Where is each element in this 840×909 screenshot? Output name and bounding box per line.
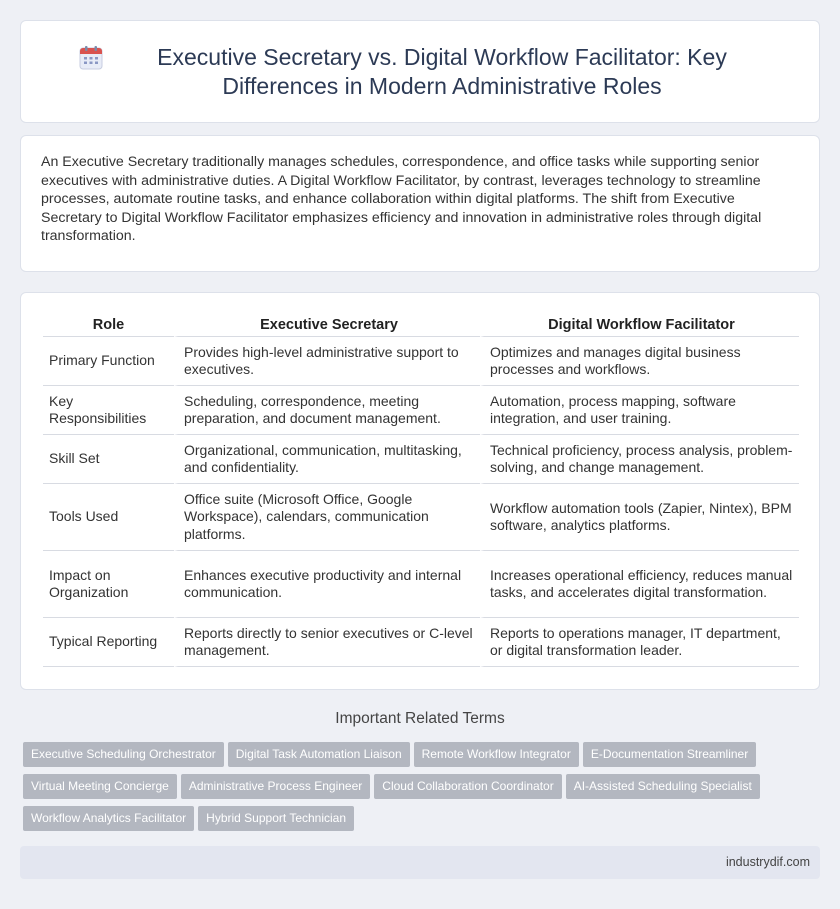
related-term-tag[interactable]: Digital Task Automation Liaison: [228, 742, 410, 767]
related-term-tag[interactable]: Cloud Collaboration Coordinator: [374, 774, 561, 799]
related-term-tag[interactable]: Hybrid Support Technician: [198, 806, 354, 831]
row-label: Tools Used: [43, 484, 174, 551]
comparison-table: [43, 313, 799, 667]
header-digital-workflow-facilitator: Digital Workflow Facilitator: [480, 313, 799, 337]
header-executive-secretary: Executive Secretary: [174, 313, 480, 337]
intro-card: [20, 135, 820, 272]
table-cell: Reports directly to senior executives or C-level management.: [174, 618, 480, 667]
related-term-tag[interactable]: Virtual Meeting Concierge: [23, 774, 177, 799]
table-row: [43, 386, 799, 435]
row-label: Impact on Organization: [43, 551, 174, 618]
row-label: Skill Set: [43, 435, 174, 484]
table-row: [43, 551, 799, 618]
table-cell: Automation, process mapping, software integration, and user training.: [480, 386, 799, 435]
row-label: Typical Reporting: [43, 618, 174, 667]
table-cell: Technical proficiency, process analysis, problem-solving, and change management.: [480, 435, 799, 484]
calendar-icon: [78, 45, 104, 71]
table-row: [43, 618, 799, 667]
related-terms-list: [23, 742, 813, 838]
table-cell: Scheduling, correspondence, meeting preparation, and document management.: [174, 386, 480, 435]
table-cell: Increases operational efficiency, reduces manual tasks, and accelerates digital transformation.: [480, 551, 799, 618]
row-label: Primary Function: [43, 337, 174, 386]
table-row: [43, 484, 799, 551]
intro-paragraph: An Executive Secretary traditionally manages schedules, correspondence, and office tasks while supporting senior executives with administrative duties. A Digital Workflow Facilitator, by contrast, leverages technology to streamline processes, automate routine tasks, and enhance collaboration within digital platforms. The shift from Executive Secretary to Digital Workflow Facilitator emphasizes efficiency and innovation in administrative roles through digital transformation.: [41, 154, 762, 245]
table-cell: Optimizes and manages digital business processes and workflows.: [480, 337, 799, 386]
table-header-row: [43, 313, 799, 337]
table-cell: Organizational, communication, multitasking, and confidentiality.: [174, 435, 480, 484]
table-cell: Reports to operations manager, IT department, or digital transformation leader.: [480, 618, 799, 667]
related-term-tag[interactable]: Administrative Process Engineer: [181, 774, 370, 799]
table-cell: Office suite (Microsoft Office, Google Workspace), calendars, communication platforms.: [174, 484, 480, 551]
related-term-tag[interactable]: E-Documentation Streamliner: [583, 742, 756, 767]
row-label: Key Responsibilities: [43, 386, 174, 435]
table-row: [43, 337, 799, 386]
footer-site-link[interactable]: industrydif.com: [725, 855, 810, 869]
table-row: [43, 435, 799, 484]
header-role: Role: [43, 313, 174, 337]
page-title: Executive Secretary vs. Digital Workflow Facilitator: Key Differences in Modern Administrative Roles: [157, 43, 727, 99]
table-cell: Enhances executive productivity and internal communication.: [174, 551, 480, 618]
related-term-tag[interactable]: AI-Assisted Scheduling Specialist: [566, 774, 760, 799]
title-card: [20, 20, 820, 123]
related-term-tag[interactable]: Remote Workflow Integrator: [414, 742, 579, 767]
related-terms-title: Important Related Terms: [335, 710, 505, 727]
related-term-tag[interactable]: Workflow Analytics Facilitator: [23, 806, 194, 831]
table-cell: Workflow automation tools (Zapier, Nintex), BPM software, analytics platforms.: [480, 484, 799, 551]
comparison-table-card: [20, 292, 820, 690]
footer: [20, 846, 820, 879]
table-cell: Provides high-level administrative support to executives.: [174, 337, 480, 386]
related-term-tag[interactable]: Executive Scheduling Orchestrator: [23, 742, 224, 767]
